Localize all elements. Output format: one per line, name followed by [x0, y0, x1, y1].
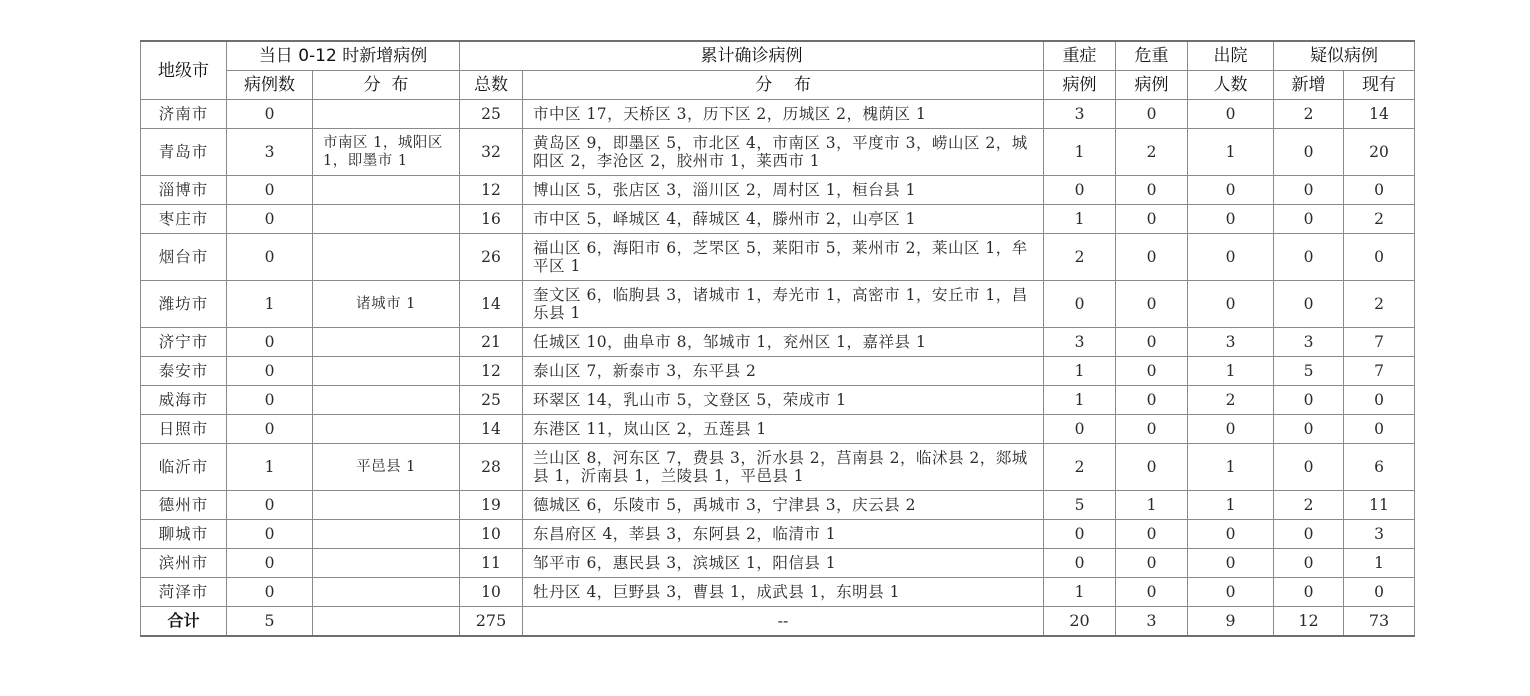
cumulative-distribution-cell: 东昌府区 4，莘县 3，东阿县 2，临清市 1 — [523, 520, 1044, 549]
new-distribution-cell — [313, 386, 460, 415]
suspected-current-cell: 3 — [1344, 520, 1415, 549]
critical-cell: 0 — [1116, 234, 1188, 281]
critical-cell: 0 — [1116, 386, 1188, 415]
new-count-cell: 3 — [227, 129, 313, 176]
new-distribution-cell — [313, 328, 460, 357]
document-page — [140, 40, 1414, 637]
new-distribution-cell — [313, 549, 460, 578]
table-row — [141, 234, 1415, 281]
city-cell: 德州市 — [141, 491, 227, 520]
city-cell: 济南市 — [141, 100, 227, 129]
new-count-cell: 0 — [227, 234, 313, 281]
total-cumulative-distribution-cell: -- — [523, 607, 1044, 636]
header-cumulative-group: 累计确诊病例 — [460, 41, 1044, 71]
header-new-count: 病例数 — [227, 71, 313, 100]
new-distribution-cell — [313, 357, 460, 386]
cumulative-total-cell: 26 — [460, 234, 523, 281]
city-cell: 青岛市 — [141, 129, 227, 176]
table-row — [141, 281, 1415, 328]
discharged-cell: 1 — [1188, 357, 1274, 386]
discharged-cell: 0 — [1188, 234, 1274, 281]
new-distribution-cell — [313, 578, 460, 607]
table-row — [141, 415, 1415, 444]
cumulative-total-cell: 21 — [460, 328, 523, 357]
severe-cell: 1 — [1044, 129, 1116, 176]
cumulative-total-cell: 12 — [460, 176, 523, 205]
table-row — [141, 205, 1415, 234]
new-count-cell: 0 — [227, 176, 313, 205]
suspected-current-cell: 14 — [1344, 100, 1415, 129]
table-row — [141, 129, 1415, 176]
header-city: 地级市 — [141, 41, 227, 100]
table-body — [141, 100, 1415, 636]
suspected-current-cell: 0 — [1344, 415, 1415, 444]
table-row — [141, 386, 1415, 415]
severe-cell: 1 — [1044, 357, 1116, 386]
table-row — [141, 100, 1415, 129]
discharged-cell: 0 — [1188, 549, 1274, 578]
cumulative-distribution-cell: 邹平市 6，惠民县 3，滨城区 1，阳信县 1 — [523, 549, 1044, 578]
new-distribution-cell: 诸城市 1 — [313, 281, 460, 328]
cumulative-distribution-cell: 环翠区 14，乳山市 5，文登区 5，荣成市 1 — [523, 386, 1044, 415]
city-cell: 泰安市 — [141, 357, 227, 386]
critical-cell: 0 — [1116, 176, 1188, 205]
discharged-cell: 0 — [1188, 415, 1274, 444]
cumulative-total-cell: 25 — [460, 100, 523, 129]
suspected-new-cell: 0 — [1274, 578, 1344, 607]
new-count-cell: 0 — [227, 415, 313, 444]
suspected-new-cell: 5 — [1274, 357, 1344, 386]
suspected-new-cell: 0 — [1274, 520, 1344, 549]
critical-cell: 0 — [1116, 578, 1188, 607]
cumulative-total-cell: 14 — [460, 281, 523, 328]
severe-cell: 1 — [1044, 205, 1116, 234]
discharged-cell: 1 — [1188, 491, 1274, 520]
cumulative-total-cell: 28 — [460, 444, 523, 491]
cumulative-total-cell: 10 — [460, 578, 523, 607]
city-cell: 日照市 — [141, 415, 227, 444]
suspected-current-cell: 0 — [1344, 386, 1415, 415]
critical-cell: 0 — [1116, 444, 1188, 491]
discharged-cell: 1 — [1188, 444, 1274, 491]
suspected-current-cell: 0 — [1344, 176, 1415, 205]
new-count-cell: 0 — [227, 100, 313, 129]
cumulative-distribution-cell: 市中区 17，天桥区 3，历下区 2，历城区 2，槐荫区 1 — [523, 100, 1044, 129]
critical-cell: 0 — [1116, 520, 1188, 549]
suspected-current-cell: 0 — [1344, 234, 1415, 281]
city-cell: 滨州市 — [141, 549, 227, 578]
critical-cell: 0 — [1116, 205, 1188, 234]
header-critical-bottom: 病例 — [1116, 71, 1188, 100]
header-discharged-top: 出院 — [1188, 41, 1274, 71]
severe-cell: 0 — [1044, 176, 1116, 205]
severe-cell: 0 — [1044, 281, 1116, 328]
new-count-cell: 0 — [227, 357, 313, 386]
new-distribution-cell — [313, 491, 460, 520]
suspected-new-cell: 2 — [1274, 100, 1344, 129]
discharged-cell: 1 — [1188, 129, 1274, 176]
suspected-current-cell: 2 — [1344, 205, 1415, 234]
cumulative-distribution-cell: 德城区 6，乐陵市 5，禹城市 3，宁津县 3，庆云县 2 — [523, 491, 1044, 520]
severe-cell: 5 — [1044, 491, 1116, 520]
new-distribution-cell — [313, 205, 460, 234]
cumulative-distribution-cell: 黄岛区 9，即墨区 5，市北区 4，市南区 3，平度市 3，崂山区 2，城阳区 2，李沧区 2，胶州市 1，莱西市 1 — [523, 129, 1044, 176]
severe-cell: 3 — [1044, 100, 1116, 129]
header-suspected-current: 现有 — [1344, 71, 1415, 100]
city-cell: 潍坊市 — [141, 281, 227, 328]
suspected-current-cell: 2 — [1344, 281, 1415, 328]
cumulative-distribution-cell: 兰山区 8，河东区 7，费县 3，沂水县 2，莒南县 2，临沭县 2，郯城县 1，沂南县 1，兰陵县 1，平邑县 1 — [523, 444, 1044, 491]
header-row-2 — [141, 71, 1415, 100]
critical-cell: 0 — [1116, 549, 1188, 578]
critical-cell: 1 — [1116, 491, 1188, 520]
new-count-cell: 1 — [227, 444, 313, 491]
suspected-new-cell: 3 — [1274, 328, 1344, 357]
table-row — [141, 491, 1415, 520]
suspected-current-cell: 20 — [1344, 129, 1415, 176]
table-row — [141, 328, 1415, 357]
discharged-cell: 0 — [1188, 205, 1274, 234]
city-cell: 聊城市 — [141, 520, 227, 549]
cumulative-distribution-cell: 任城区 10，曲阜市 8，邹城市 1，兖州区 1，嘉祥县 1 — [523, 328, 1044, 357]
total-critical-cell: 3 — [1116, 607, 1188, 636]
cumulative-total-cell: 16 — [460, 205, 523, 234]
header-critical-top: 危重 — [1116, 41, 1188, 71]
severe-cell: 1 — [1044, 578, 1116, 607]
cumulative-total-cell: 11 — [460, 549, 523, 578]
cumulative-distribution-cell: 牡丹区 4，巨野县 3，曹县 1，成武县 1，东明县 1 — [523, 578, 1044, 607]
total-label: 合计 — [141, 607, 227, 636]
severe-cell: 2 — [1044, 444, 1116, 491]
city-cell: 枣庄市 — [141, 205, 227, 234]
cumulative-distribution-cell: 福山区 6，海阳市 6，芝罘区 5，莱阳市 5，莱州市 2，莱山区 1，牟平区 1 — [523, 234, 1044, 281]
total-suspected-current-cell: 73 — [1344, 607, 1415, 636]
critical-cell: 0 — [1116, 281, 1188, 328]
suspected-current-cell: 7 — [1344, 328, 1415, 357]
severe-cell: 0 — [1044, 415, 1116, 444]
header-new-cases-group: 当日 0-12 时新增病例 — [227, 41, 460, 71]
city-cell: 菏泽市 — [141, 578, 227, 607]
table-row — [141, 357, 1415, 386]
suspected-new-cell: 0 — [1274, 386, 1344, 415]
city-cell: 临沂市 — [141, 444, 227, 491]
cumulative-total-cell: 10 — [460, 520, 523, 549]
new-count-cell: 0 — [227, 520, 313, 549]
critical-cell: 0 — [1116, 100, 1188, 129]
header-cumulative-total: 总数 — [460, 71, 523, 100]
header-severe-top: 重症 — [1044, 41, 1116, 71]
cumulative-total-cell: 32 — [460, 129, 523, 176]
header-suspected-new: 新增 — [1274, 71, 1344, 100]
new-count-cell: 0 — [227, 205, 313, 234]
header-discharged-bottom: 人数 — [1188, 71, 1274, 100]
critical-cell: 0 — [1116, 415, 1188, 444]
cumulative-distribution-cell: 东港区 11，岚山区 2，五莲县 1 — [523, 415, 1044, 444]
new-distribution-cell: 平邑县 1 — [313, 444, 460, 491]
new-distribution-cell — [313, 100, 460, 129]
total-discharged-cell: 9 — [1188, 607, 1274, 636]
new-distribution-cell — [313, 520, 460, 549]
suspected-new-cell: 0 — [1274, 176, 1344, 205]
table-row — [141, 176, 1415, 205]
new-distribution-cell — [313, 415, 460, 444]
new-distribution-cell — [313, 176, 460, 205]
new-count-cell: 0 — [227, 386, 313, 415]
city-cell: 淄博市 — [141, 176, 227, 205]
new-count-cell: 0 — [227, 328, 313, 357]
header-row-1 — [141, 41, 1415, 71]
header-severe-bottom: 病例 — [1044, 71, 1116, 100]
cumulative-distribution-cell: 博山区 5，张店区 3，淄川区 2，周村区 1，桓台县 1 — [523, 176, 1044, 205]
table-row — [141, 578, 1415, 607]
suspected-new-cell: 0 — [1274, 234, 1344, 281]
cumulative-total-cell: 25 — [460, 386, 523, 415]
suspected-new-cell: 0 — [1274, 549, 1344, 578]
header-new-distribution: 分 布 — [313, 71, 460, 100]
new-count-cell: 1 — [227, 281, 313, 328]
suspected-current-cell: 1 — [1344, 549, 1415, 578]
suspected-current-cell: 0 — [1344, 578, 1415, 607]
discharged-cell: 3 — [1188, 328, 1274, 357]
city-cell: 济宁市 — [141, 328, 227, 357]
cumulative-distribution-cell: 泰山区 7，新泰市 3，东平县 2 — [523, 357, 1044, 386]
suspected-new-cell: 0 — [1274, 281, 1344, 328]
cumulative-distribution-cell: 奎文区 6，临朐县 3，诸城市 1，寿光市 1，高密市 1，安丘市 1，昌乐县 1 — [523, 281, 1044, 328]
discharged-cell: 0 — [1188, 281, 1274, 328]
critical-cell: 0 — [1116, 357, 1188, 386]
suspected-new-cell: 0 — [1274, 129, 1344, 176]
severe-cell: 2 — [1044, 234, 1116, 281]
total-new-distribution-cell — [313, 607, 460, 636]
total-severe-cell: 20 — [1044, 607, 1116, 636]
suspected-new-cell: 0 — [1274, 415, 1344, 444]
suspected-new-cell: 0 — [1274, 444, 1344, 491]
discharged-cell: 2 — [1188, 386, 1274, 415]
total-row — [141, 607, 1415, 636]
table-row — [141, 549, 1415, 578]
severe-cell: 3 — [1044, 328, 1116, 357]
new-count-cell: 0 — [227, 491, 313, 520]
suspected-current-cell: 7 — [1344, 357, 1415, 386]
critical-cell: 2 — [1116, 129, 1188, 176]
severe-cell: 1 — [1044, 386, 1116, 415]
total-suspected-new-cell: 12 — [1274, 607, 1344, 636]
cumulative-total-cell: 14 — [460, 415, 523, 444]
city-cell: 烟台市 — [141, 234, 227, 281]
critical-cell: 0 — [1116, 328, 1188, 357]
discharged-cell: 0 — [1188, 100, 1274, 129]
suspected-current-cell: 6 — [1344, 444, 1415, 491]
discharged-cell: 0 — [1188, 176, 1274, 205]
suspected-new-cell: 2 — [1274, 491, 1344, 520]
severe-cell: 0 — [1044, 520, 1116, 549]
new-distribution-cell: 市南区 1，城阳区 1，即墨市 1 — [313, 129, 460, 176]
cumulative-total-cell: 12 — [460, 357, 523, 386]
city-cell: 威海市 — [141, 386, 227, 415]
suspected-current-cell: 11 — [1344, 491, 1415, 520]
severe-cell: 0 — [1044, 549, 1116, 578]
table-row — [141, 520, 1415, 549]
discharged-cell: 0 — [1188, 520, 1274, 549]
discharged-cell: 0 — [1188, 578, 1274, 607]
table-row — [141, 444, 1415, 491]
header-cumulative-distribution: 分 布 — [523, 71, 1044, 100]
new-count-cell: 0 — [227, 549, 313, 578]
new-distribution-cell — [313, 234, 460, 281]
suspected-new-cell: 0 — [1274, 205, 1344, 234]
covid-case-table — [140, 40, 1415, 637]
cumulative-distribution-cell: 市中区 5，峄城区 4，薛城区 4，滕州市 2，山亭区 1 — [523, 205, 1044, 234]
new-count-cell: 0 — [227, 578, 313, 607]
total-cumulative-total-cell: 275 — [460, 607, 523, 636]
cumulative-total-cell: 19 — [460, 491, 523, 520]
total-new-count-cell: 5 — [227, 607, 313, 636]
header-suspected-group: 疑似病例 — [1274, 41, 1415, 71]
